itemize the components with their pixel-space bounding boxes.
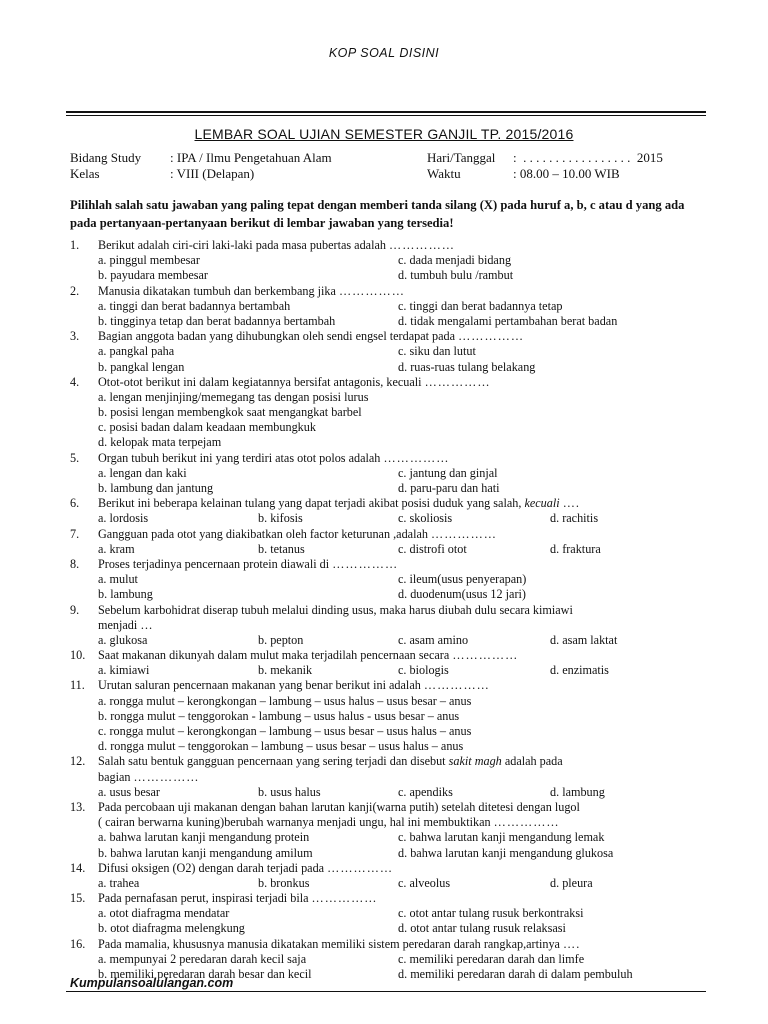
- answer-blank: …: [140, 617, 154, 632]
- question-text-main: Pada percobaan uji makanan dengan bahan larutan kanji(warna putih) setelah ditetesi dengan lugol: [98, 799, 580, 814]
- question-text-italic: sakit magh: [448, 754, 502, 769]
- question-number: 5.: [70, 450, 80, 465]
- answer-option: c. bahwa larutan kanji mengandung lemak: [398, 830, 605, 845]
- question-text-main: Pada pernafasan perut, inspirasi terjadi bila: [98, 891, 309, 906]
- question-text-second: ( cairan berwarna kuning)berubah warnanya menjadi ungu, hal ini membuktikan: [98, 815, 491, 830]
- option-row: [70, 405, 710, 420]
- date-label: Hari/Tanggal: [427, 150, 496, 165]
- option-row: [70, 694, 710, 709]
- answer-option: a. lengan menjinjing/memegang tas dengan posisi lurus: [98, 389, 369, 404]
- option-row: [70, 481, 710, 496]
- question-text: [98, 496, 580, 511]
- question-stem-line: [70, 618, 710, 633]
- question-stem-line: [70, 284, 710, 299]
- answer-option: d. lambung: [550, 784, 605, 799]
- option-row: [70, 724, 710, 739]
- question-text-main: Salah satu bentuk gangguan pencernaan yang sering terjadi dan disebut: [98, 754, 449, 769]
- question-stem-line: [70, 451, 710, 466]
- answer-option: a. rongga mulut – kerongkongan – lambung – usus halus – usus besar – anus: [98, 693, 472, 708]
- question-stem-line: [70, 375, 710, 390]
- question-number: 15.: [70, 891, 86, 906]
- answer-option: c. apendiks: [398, 784, 453, 799]
- question-number: 10.: [70, 648, 86, 663]
- question-text: [98, 800, 580, 815]
- answer-option: b. lambung dan jantung: [98, 481, 214, 495]
- answer-blank: ……………: [452, 648, 519, 663]
- answer-option: c. memiliki peredaran darah dan limfe: [398, 951, 585, 966]
- answer-option: b. otot diafragma melengkung: [98, 921, 245, 936]
- question-text-main: Manusia dikatakan tumbuh dan berkembang jika: [98, 283, 336, 298]
- question-text: [98, 754, 563, 769]
- answer-option: d. bahwa larutan kanji mengandung glukosa: [398, 845, 614, 860]
- question-stem-line: [70, 496, 710, 511]
- option-row: [70, 542, 710, 557]
- question-text-main: Bagian anggota badan yang dihubungkan oleh sendi engsel terdapat pada: [98, 329, 456, 344]
- answer-option: d. tumbuh bulu /rambut: [398, 268, 514, 283]
- answer-blank: ……………: [327, 860, 394, 875]
- answer-option: b. lambung: [98, 587, 153, 602]
- answer-option: d. duodenum(usus 12 jari): [398, 587, 526, 602]
- answer-option: c. tinggi dan berat badannya tetap: [398, 298, 563, 313]
- answer-option: b. tingginya tetap dan berat badannya bertambah: [98, 313, 336, 328]
- answer-option: a. mempunyai 2 peredaran darah kecil saja: [98, 951, 307, 966]
- time-value: : 08.00 – 10.00 WIB: [513, 165, 620, 181]
- question-stem-line: [70, 891, 710, 906]
- option-row: [70, 344, 710, 359]
- question-text: [98, 603, 573, 618]
- answer-option: b. posisi lengan membengkok saat mengangkat barbel: [98, 405, 362, 420]
- question-text-main: Sebelum karbohidrat diserap tubuh melalui dinding usus, maka harus diubah dulu secara kimiawi: [98, 602, 573, 617]
- question-text: [98, 329, 524, 344]
- answer-option: b. bahwa larutan kanji mengandung amilum: [98, 845, 313, 860]
- answer-option: d. tidak mengalami pertambahan berat badan: [398, 313, 618, 328]
- answer-blank: ……………: [423, 678, 490, 693]
- question-number: 3.: [70, 329, 80, 344]
- answer-blank: ….: [562, 496, 580, 511]
- answer-option: c. biologis: [398, 663, 449, 678]
- header-rule-thick: [66, 111, 706, 113]
- answer-option: a. usus besar: [98, 784, 160, 799]
- answer-blank: ……………: [493, 815, 560, 830]
- question-number: 11.: [70, 678, 85, 693]
- answer-option: a. otot diafragma mendatar: [98, 906, 230, 921]
- answer-option: d. asam laktat: [550, 632, 618, 647]
- answer-blank: ….: [563, 936, 581, 951]
- question-text: [98, 937, 580, 952]
- question-text-main: Urutan saluran pencernaan makanan yang benar berikut ini adalah: [98, 678, 421, 693]
- footer-rule: [66, 991, 706, 992]
- question-number: 2.: [70, 283, 80, 298]
- question-text-second: bagian: [98, 769, 131, 784]
- subject-label: Bidang Study: [70, 150, 142, 165]
- option-row: [70, 739, 710, 754]
- answer-option: d. fraktura: [550, 541, 601, 556]
- answer-option: d. otot antar tulang rusuk relaksasi: [398, 921, 566, 936]
- option-row: [70, 906, 710, 921]
- question-stem-line: [70, 754, 710, 769]
- answer-option: c. rongga mulut – kerongkongan – lambung – usus besar – usus halus – anus: [98, 724, 472, 738]
- answer-option: a. pangkal paha: [98, 344, 175, 359]
- answer-option: b. tetanus: [258, 541, 305, 556]
- question-text-main: Difusi oksigen (O2) dengan darah terjadi pada: [98, 860, 325, 875]
- question-stem-line: [70, 770, 710, 785]
- answer-option: c. otot antar tulang rusuk berkontraksi: [398, 906, 584, 921]
- question-text-second: menjadi: [98, 617, 138, 632]
- question-number: 9.: [70, 602, 80, 617]
- class-value: : VIII (Delapan): [170, 165, 255, 181]
- exam-title: LEMBAR SOAL UJIAN SEMESTER GANJIL TP. 2015/2016: [194, 126, 574, 142]
- question-text: [98, 678, 490, 693]
- option-row: [70, 830, 710, 845]
- header-rule-thin: [66, 115, 706, 116]
- answer-option: a. kimiawi: [98, 663, 150, 678]
- answer-option: a. lordosis: [98, 511, 149, 526]
- answer-option: d. rachitis: [550, 511, 599, 526]
- option-row: [70, 709, 710, 724]
- question-text-cont: [98, 815, 560, 830]
- question-text-cont: [98, 618, 154, 633]
- question-number: 4.: [70, 374, 80, 389]
- answer-blank: ……………: [458, 329, 525, 344]
- question-stem-line: [70, 861, 710, 876]
- option-row: [70, 663, 710, 678]
- answer-option: a. mulut: [98, 572, 138, 587]
- answer-option: d. ruas-ruas tulang belakang: [398, 359, 536, 374]
- answer-option: b. payudara membesar: [98, 268, 208, 283]
- question-text: [98, 861, 393, 876]
- option-row: [70, 268, 710, 283]
- question-text: [98, 238, 455, 253]
- question-text-main: Organ tubuh berikut ini yang terdiri atas otot polos adalah: [98, 450, 381, 465]
- question-text-main: Berikut ini beberapa kelainan tulang yang dapat terjadi akibat posisi duduk yang salah,: [98, 496, 525, 511]
- exam-meta: [70, 150, 710, 181]
- question-text-after: adalah pada: [501, 754, 563, 769]
- answer-option: c. asam amino: [398, 632, 469, 647]
- option-row: [70, 572, 710, 587]
- question-stem-line: [70, 557, 710, 572]
- answer-option: a. bahwa larutan kanji mengandung protein: [98, 830, 310, 845]
- question-stem-line: [70, 648, 710, 663]
- question-text-main: Gangguan pada otot yang diakibatkan oleh factor keturunan ,adalah: [98, 526, 428, 541]
- question-text-main: Otot-otot berikut ini dalam kegiatannya bersifat antagonis, kecuali: [98, 374, 422, 389]
- question-text-main: Proses terjadinya pencernaan protein diawali di: [98, 556, 330, 571]
- question-text-cont: [98, 770, 199, 785]
- answer-option: d. rongga mulut – tenggorokan – lambung – usus besar – usus halus – anus: [98, 739, 464, 754]
- answer-option: d. kelopak mata terpejam: [98, 435, 222, 450]
- answer-option: b. pangkal lengan: [98, 359, 185, 374]
- question-text-main: Saat makanan dikunyah dalam mulut maka terjadilah pencernaan secara: [98, 648, 450, 663]
- option-row: [70, 420, 710, 435]
- option-row: [70, 921, 710, 936]
- answer-option: c. siku dan lutut: [398, 344, 476, 359]
- option-row: [70, 785, 710, 800]
- answer-option: d. pleura: [550, 875, 593, 890]
- answer-blank: ……………: [431, 526, 497, 541]
- question-text: [98, 451, 449, 466]
- question-number: 6.: [70, 496, 80, 511]
- answer-option: a. lengan dan kaki: [98, 465, 187, 480]
- answer-option: c. alveolus: [398, 875, 451, 890]
- answer-option: c. jantung dan ginjal: [398, 465, 498, 480]
- answer-option: c. ileum(usus penyerapan): [398, 572, 527, 587]
- question-text-main: Berikut adalah ciri-ciri laki-laki pada masa pubertas adalah: [98, 238, 386, 252]
- answer-option: a. glukosa: [98, 632, 148, 647]
- instructions: Pilihlah salah satu jawaban yang paling tepat dengan memberi tanda silang (X) pada huruf a, b, c atau d yang ada pada pertanyaan-pertanyaan berikut di lembar jawaban yang tersedia!: [70, 198, 685, 230]
- question-text: [98, 527, 497, 542]
- question-stem-line: [70, 678, 710, 693]
- option-row: [70, 587, 710, 602]
- option-row: [70, 846, 710, 861]
- option-row: [70, 314, 710, 329]
- class-label: Kelas: [70, 165, 100, 181]
- option-row: [70, 466, 710, 481]
- answer-option: a. trahea: [98, 875, 140, 890]
- answer-option: b. kifosis: [258, 511, 303, 526]
- answer-option: d. paru-paru dan hati: [398, 481, 500, 495]
- answer-option: b. usus halus: [258, 784, 321, 799]
- answer-option: b. pepton: [258, 632, 304, 647]
- question-number: 13.: [70, 799, 86, 814]
- question-stem-line: [70, 800, 710, 815]
- option-row: [70, 390, 710, 405]
- time-label: Waktu: [427, 165, 461, 181]
- answer-option: c. posisi badan dalam keadaan membungkuk: [98, 420, 316, 435]
- question-text: [98, 557, 398, 572]
- option-row: [70, 876, 710, 891]
- question-text: [98, 375, 491, 390]
- question-list: [70, 238, 710, 982]
- answer-blank: ……………: [383, 450, 450, 465]
- option-row: [70, 952, 710, 967]
- question-text: [98, 284, 405, 299]
- answer-option: b. memiliki peredaran darah besar dan kecil: [98, 967, 312, 981]
- date-value: : . . . . . . . . . . . . . . . . . 2015: [513, 150, 663, 165]
- option-row: [70, 633, 710, 648]
- question-stem-line: [70, 238, 710, 253]
- answer-option: b. bronkus: [258, 875, 310, 890]
- answer-option: c. distrofi otot: [398, 541, 467, 556]
- answer-option: a. kram: [98, 541, 135, 556]
- answer-blank: ……………: [311, 891, 378, 906]
- question-stem-line: [70, 329, 710, 344]
- question-number: 7.: [70, 526, 80, 541]
- answer-option: b. mekanik: [258, 663, 313, 678]
- option-row: [70, 435, 710, 450]
- question-stem-line: [70, 603, 710, 618]
- question-number: 8.: [70, 556, 80, 571]
- question-number: 12.: [70, 754, 86, 769]
- option-row: [70, 360, 710, 375]
- answer-blank: ……………: [332, 556, 399, 571]
- answer-option: d. memiliki peredaran darah di dalam pembuluh: [398, 967, 633, 981]
- answer-option: a. tinggi dan berat badannya bertambah: [98, 298, 291, 313]
- answer-option: d. enzimatis: [550, 663, 609, 678]
- answer-option: c. skoliosis: [398, 511, 453, 526]
- answer-blank: ……………: [424, 374, 491, 389]
- answer-option: b. rongga mulut – tenggorokan - lambung – usus halus - usus besar – anus: [98, 708, 460, 723]
- answer-option: c. dada menjadi bidang: [398, 253, 512, 268]
- answer-blank: ……………: [338, 283, 405, 298]
- answer-blank: ……………: [133, 769, 200, 784]
- question-number: 14.: [70, 860, 86, 875]
- answer-blank: ……………: [389, 238, 455, 252]
- question-stem-line: [70, 527, 710, 542]
- footer-site: Kumpulansoalulangan.com: [70, 976, 234, 990]
- question-number: 16.: [70, 936, 86, 951]
- question-text: [98, 891, 377, 906]
- question-text-italic: kecuali: [524, 496, 560, 511]
- option-row: [70, 253, 710, 268]
- option-row: [70, 511, 710, 526]
- answer-option: a. pinggul membesar: [98, 253, 200, 268]
- question-text-main: Pada mamalia, khususnya manusia dikatakan memiliki sistem peredaran darah rangkap,artinya: [98, 936, 560, 951]
- question-stem-line: [70, 937, 710, 952]
- letterhead-placeholder: KOP SOAL DISINI: [328, 46, 440, 60]
- question-number: 1.: [70, 238, 80, 252]
- option-row: [70, 299, 710, 314]
- question-stem-line: [70, 815, 710, 830]
- question-text: [98, 648, 518, 663]
- subject-value: : IPA / Ilmu Pengetahuan Alam: [170, 150, 332, 165]
